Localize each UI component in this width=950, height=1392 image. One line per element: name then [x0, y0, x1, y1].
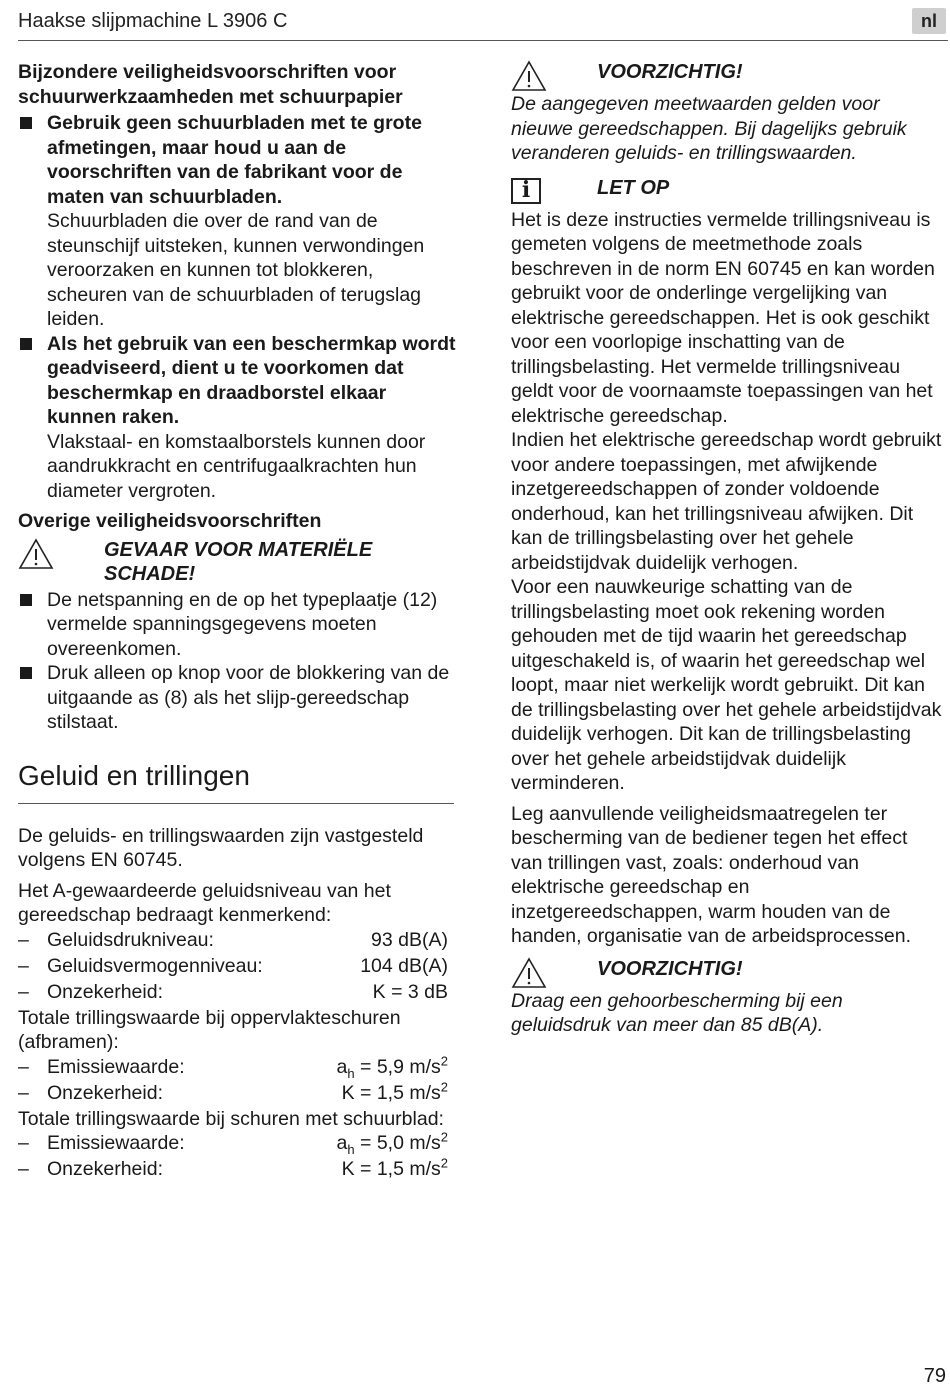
paragraph: Het is deze instructies vermelde trillingsniveau is gemeten volgens de meetmethode zoals beschreven in de norm EN 60745 en kan worden gebruikt voor de onderlinge vergelijking van elektrische gereedschappen. Het is ook geschikt voor een voorlopige inschatting van de trillingsbelasting. Het vermelde trillingsniveau geldt voor de voornaamste toepassingen van het elektrische gereedschap.	[511, 208, 935, 427]
emission-value: $a_h = 5,9$ $m/s^2$	[336, 1053, 448, 1081]
note-block	[511, 176, 943, 206]
section-heading-noise: Geluid en trillingen	[18, 759, 454, 804]
bullet-bold-text: Gebruik geen schuurbladen met te grote afmetingen, maar houd u aan de voorschriften van de fabrikant voor de maten van schuurbladen.	[47, 112, 422, 208]
warning-block	[18, 538, 458, 586]
paragraph: Voor een nauwkeurige schatting van de trillingsbelasting moet ook rekening worden gehouden met de tijd waarin het gereedschap uitgeschakeld is, of waarin het gereedschap wel loopt, maar niet werkelijk wordt gebruikt. Dit kan de trillingsbelasting over het gehele arbeidstijdvak duidelijk verhogen. Dit kan de trillingsbelasting over het gehele arbeidstijdvak duidelijk verminderen.	[511, 576, 942, 794]
vibration-row: – Emissiewaarde: $a_h = 5,9$ $m/s^2$	[18, 1053, 448, 1081]
uncertainty-value: K = 1,5 $m/s^2$	[341, 1079, 448, 1104]
warning-title: GEVAAR VOOR MATERIËLE SCHADE!	[104, 538, 373, 585]
language-badge: nl	[912, 8, 946, 34]
paragraph: De geluids- en trillingswaarden zijn vastgesteld volgens EN 60745.	[18, 824, 424, 871]
paragraph: Totale trillingswaarde bij schuren met schuurblad:	[18, 1107, 444, 1130]
caution-block	[511, 957, 943, 987]
paragraph: Totale trillingswaarde bij oppervlakteschuren (afbramen):	[18, 1006, 401, 1053]
warning-triangle-icon	[18, 538, 54, 570]
paragraph: Het A-gewaardeerde geluidsniveau van het gereedschap bedraagt kenmerkend:	[18, 879, 391, 926]
vibration-row: – Onzekerheid: K = 1,5 $m/s^2$	[18, 1079, 448, 1104]
left-column	[18, 60, 458, 1183]
caution-title: VOORZICHTIG!	[597, 61, 743, 83]
bullet-item	[18, 661, 458, 735]
paragraph: Indien het elektrische gereedschap wordt gebruikt voor andere toepassingen, met afwijkende inzetgereedschappen of zonder voldoende onderhoud, kan het trillingsniveau afwijken. Dit kan de trillingsbelasting over het gehele arbeidstijdvak duidelijk verhogen.	[511, 429, 942, 574]
bullet-text: De netspanning en de op het typeplaatje (12) vermelde spanningsgegevens moeten overeenkomen.	[47, 588, 438, 660]
paragraph: Leg aanvullende veiligheidsmaatregelen ter bescherming van de bediener tegen het effect van trillingen vast, zoals: onderhoud van elektrische gereedschap en inzetgereedschappen, warm houden van de handen, organisatie van de arbeidsprocessen.	[511, 802, 912, 947]
square-bullet-icon	[20, 594, 32, 606]
section-title-sanding: Bijzondere veiligheidsvoorschriften voor schuurwerkzaamheden met schuurpapier	[18, 61, 403, 108]
square-bullet-icon	[20, 117, 32, 129]
square-bullet-icon	[20, 667, 32, 679]
bullet-item	[18, 332, 458, 504]
section-title-other: Overige veiligheidsvoorschriften	[18, 510, 322, 532]
info-icon: i	[511, 178, 541, 204]
uncertainty-value: K = 1,5 $m/s^2$	[341, 1155, 448, 1180]
emission-value: $a_h = 5,0$ $m/s^2$	[336, 1129, 448, 1157]
caution-title: VOORZICHTIG!	[597, 957, 743, 980]
vibration-row: – Emissiewaarde: $a_h = 5,0$ $m/s^2$	[18, 1129, 448, 1157]
caution-text: Draag een gehoorbescherming bij een geluidsdruk van meer dan 85 dB(A).	[511, 989, 843, 1036]
note-title: LET OP	[597, 176, 670, 199]
bullet-bold-text: Als het gebruik van een beschermkap wordt geadviseerd, dient u te voorkomen dat beschermkap en draadborstel elkaar kunnen raken.	[47, 332, 456, 428]
page-number: 79	[923, 1365, 946, 1387]
vibration-row: – Onzekerheid: K = 1,5 $m/s^2$	[18, 1155, 448, 1180]
bullet-text: Druk alleen op knop voor de blokkering van de uitgaande as (8) als het slijp-gereedschap stilstaat.	[47, 662, 450, 733]
page-header	[18, 8, 948, 41]
right-column	[511, 60, 943, 1038]
noise-row: – Onzekerheid: K = 3 dB	[18, 980, 448, 1003]
noise-row: – Geluidsvermogenniveau: 104 dB(A)	[18, 954, 448, 977]
bullet-item	[18, 111, 458, 332]
caution-text: De aangegeven meetwaarden gelden voor nieuwe gereedschappen. Bij dagelijks gebruik veranderen geluids- en trillingswaarden.	[511, 93, 907, 164]
noise-row: – Geluidsdrukniveau: 93 dB(A)	[18, 928, 448, 951]
header-title: Haakse slijpmachine L 3906 C	[18, 10, 288, 32]
bullet-text: Schuurbladen die over de rand van de steunschijf uitsteken, kunnen verwondingen veroorzaken en kunnen tot blokkeren, scheuren van de schuurbladen of terugslag leiden.	[47, 210, 425, 330]
bullet-text: Vlakstaal- en komstaalborstels kunnen door aandrukkracht en centrifugaalkrachten hun diameter vergroten.	[47, 430, 426, 502]
warning-triangle-icon	[511, 957, 547, 989]
square-bullet-icon	[20, 338, 32, 350]
caution-block	[511, 60, 943, 90]
warning-triangle-icon	[511, 60, 547, 92]
bullet-item	[18, 588, 458, 662]
